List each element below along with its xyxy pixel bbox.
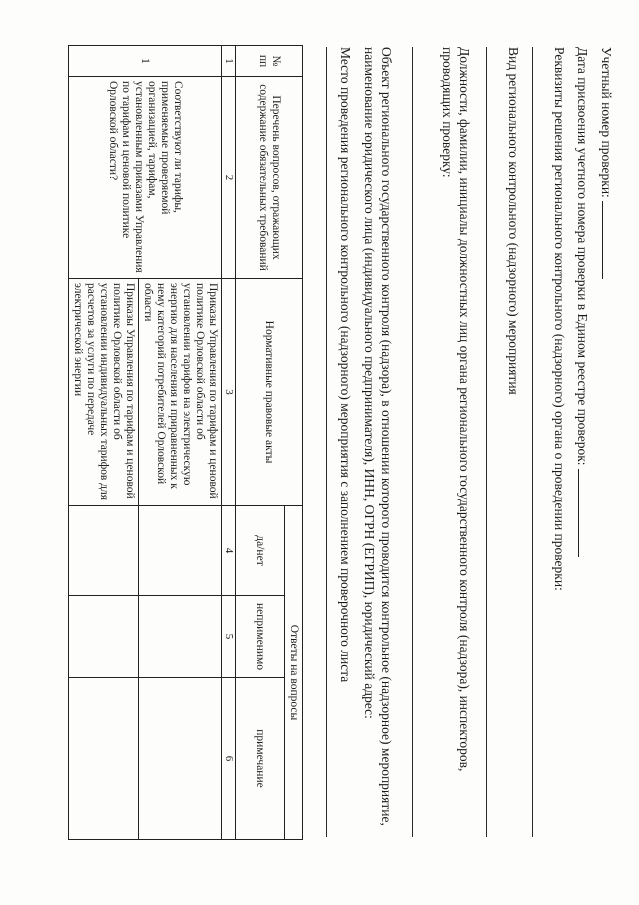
table-row	[139, 46, 222, 840]
control-object-line	[326, 47, 327, 837]
account-number-label: Учетный номер проверки:	[599, 47, 614, 198]
event-type-label: Вид регионального контрольного (надзорного) мероприятия	[506, 47, 521, 395]
column-number: 3	[222, 279, 236, 506]
answer-not-applicable-cell[interactable]	[69, 596, 139, 678]
column-number: 1	[222, 46, 236, 77]
inspectors-label: Должности, фамилии, инициалы должностных лиц органа регионального государственного контроля (надзора), инспекторов, проводящих проверку:	[440, 47, 472, 772]
column-number: 4	[222, 506, 236, 596]
header-acts: Нормативные правовые акты	[236, 279, 303, 506]
event-type-line	[486, 47, 487, 837]
assignment-date-field	[574, 47, 591, 557]
decision-details-label: Реквизиты решения регионального контрольного (надзорного) органа о проведении проверки:	[552, 47, 567, 591]
answer-yes-no-cell[interactable]	[139, 506, 222, 596]
answer-note-cell[interactable]	[69, 678, 139, 840]
decision-details-line	[532, 47, 533, 837]
answer-yes-no-cell[interactable]	[69, 506, 139, 596]
column-number-row	[222, 46, 236, 840]
assignment-date-line	[578, 469, 591, 557]
row-question: Соответствуют ли тарифы, применяемые проверяемой организацией, тарифам, установленным приказами Управления по тарифам и ценовой политике Орловской области?	[69, 77, 222, 279]
answer-note-cell[interactable]	[139, 678, 222, 840]
row-act: Приказы Управления по тарифам и ценовой политике Орловской области об установлении индивидуальных тарифов для расчетов за услуги по передаче электрической энергии	[69, 279, 139, 506]
column-number: 5	[222, 596, 236, 678]
header-questions: Перечень вопросов, отражающих содержание обязательных требований	[236, 77, 303, 279]
column-number: 6	[222, 678, 236, 840]
checklist-table	[68, 45, 303, 840]
header-not-applicable: неприменимо	[236, 596, 285, 678]
account-number-line	[602, 201, 615, 279]
header-num: № пп	[236, 46, 303, 77]
account-number-field	[598, 47, 615, 279]
table-header-row	[285, 46, 303, 840]
row-num: 1	[69, 46, 222, 77]
header-note: примечание	[236, 678, 285, 840]
event-place-label: Место проведения регионального контрольного (надзорного) мероприятия с заполнением проверочного листа	[338, 47, 353, 683]
header-yes-no: да/нет	[236, 506, 285, 596]
row-act: Приказы Управления по тарифам и ценовой политике Орловской области об установлении тарифов на электрическую энергию для населения и приравненных к нему категорий потребителей Орловской области	[139, 279, 222, 506]
header-answers: Ответы на вопросы	[285, 506, 303, 840]
answer-not-applicable-cell[interactable]	[139, 596, 222, 678]
inspectors-line	[412, 47, 413, 837]
column-number: 2	[222, 77, 236, 279]
control-object-label: Объект регионального государственного контроля (надзора), в отношении которого проводится контрольное (надзорное) мероприятие, наименование юридического лица (индивидуального предпринимателя), ИНН, ОГРН (ЕГРИП), юридический адрес:	[362, 47, 394, 826]
assignment-date-label: Дата присвоения учетного номера проверки в Едином реестре проверок:	[575, 47, 590, 466]
